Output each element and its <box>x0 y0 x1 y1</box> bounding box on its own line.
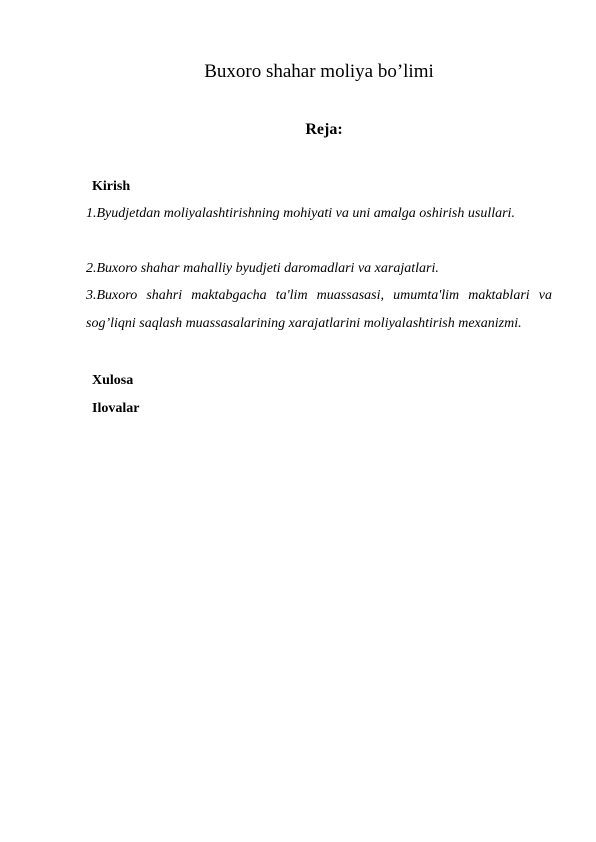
section-appendix: Ilovalar <box>92 401 140 416</box>
section-intro: Kirish <box>92 179 131 194</box>
plan-item-2: 2.Buxoro shahar mahalliy byudjeti daromadlari va xarajatlari. <box>86 261 439 276</box>
section-conclusion: Xulosa <box>92 373 134 388</box>
plan-item-1: 1.Byudjetdan moliyalashtirishning mohiyati va uni amalga oshirish usullari. <box>86 206 515 221</box>
plan-heading: Reja: <box>305 121 343 138</box>
plan-item-3: 3.Buxoro shahri maktabgacha ta'lim muassasasi, umumta'lim maktablari va sog’liqni saqlash muassasalarining xarajatlarini moliyalashtirish mexanizmi. <box>86 288 552 331</box>
document-title: Buxoro shahar moliya bo’limi <box>204 61 434 82</box>
